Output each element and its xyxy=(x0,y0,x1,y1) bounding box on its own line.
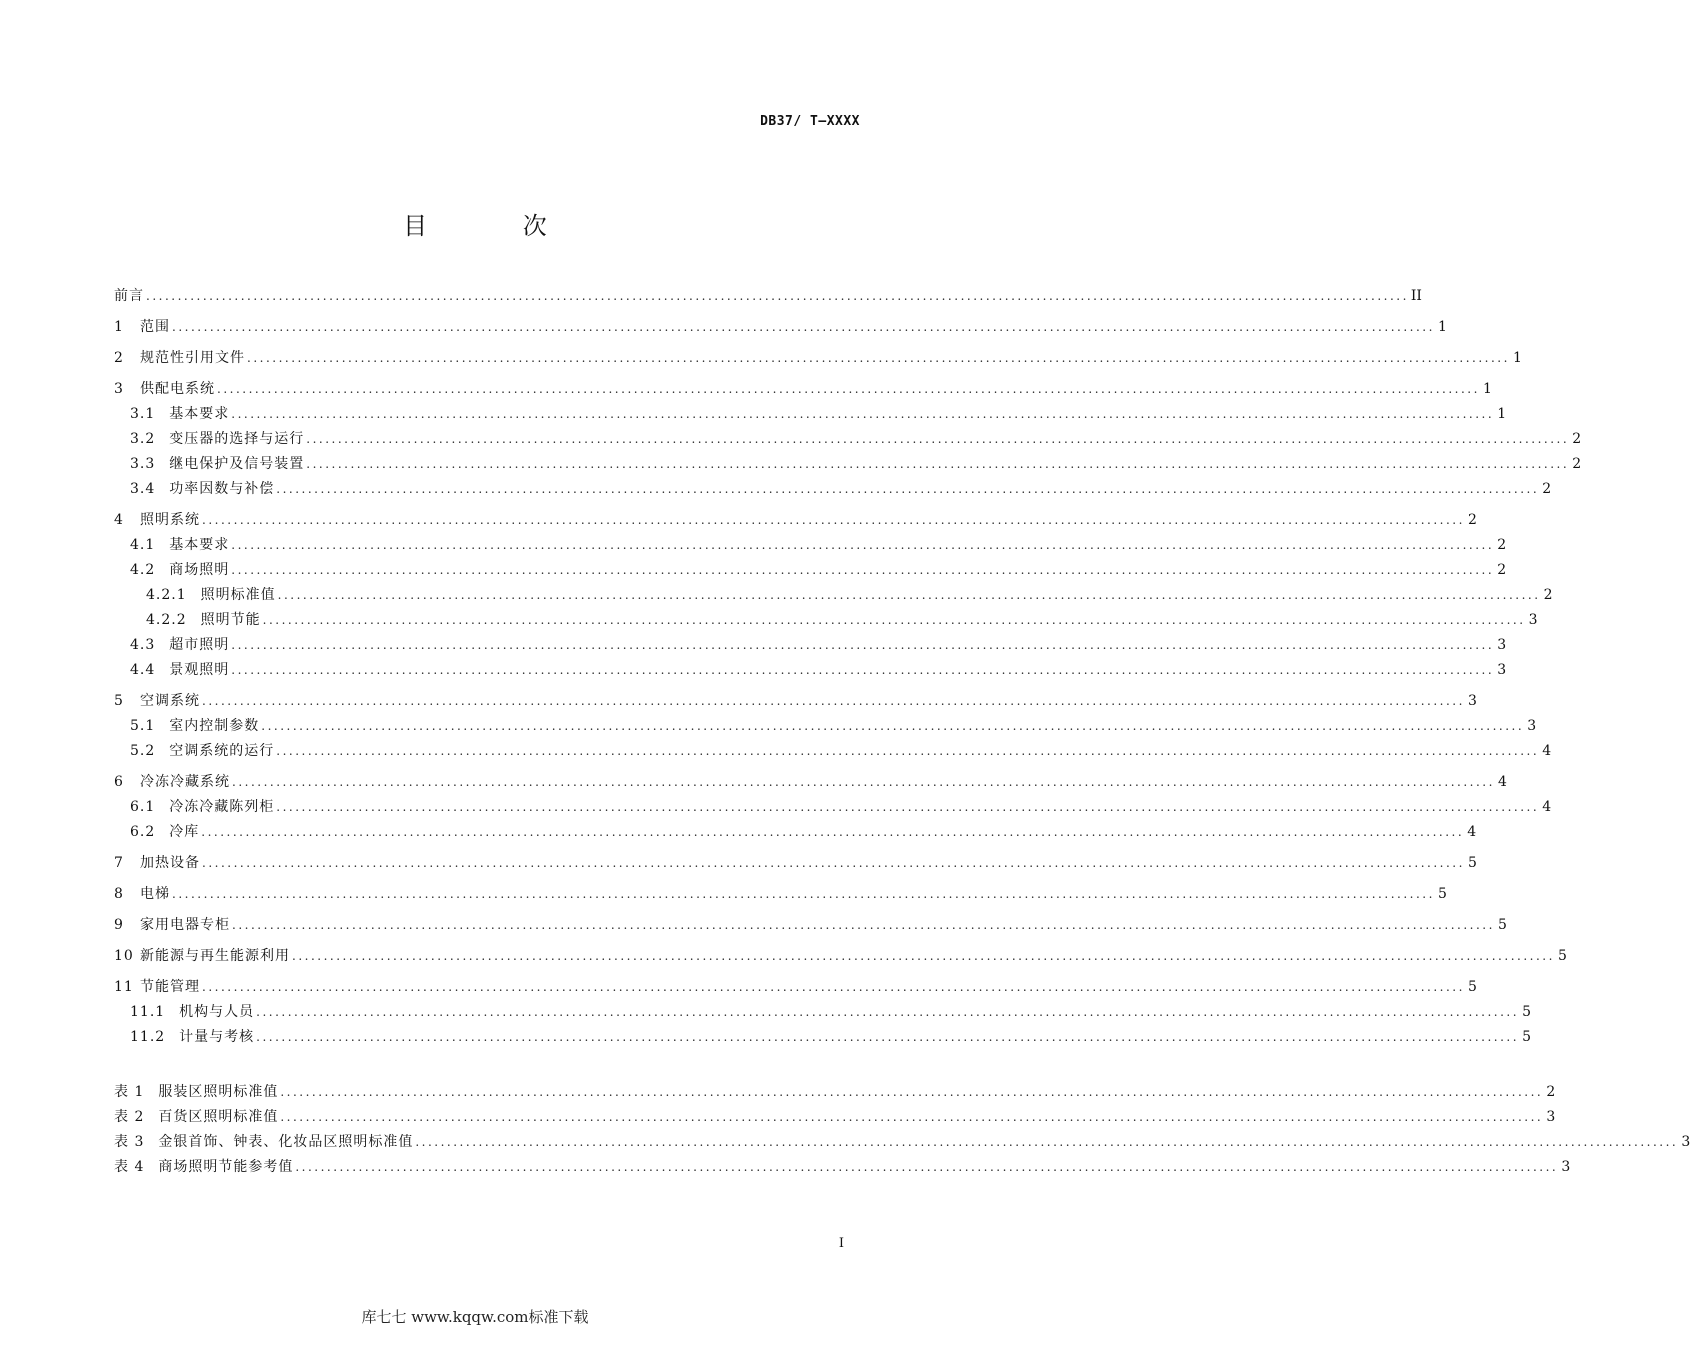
toc-entry-page: 5 xyxy=(1497,917,1507,933)
toc-entry[interactable] xyxy=(114,1000,1532,1025)
table-list-entry[interactable] xyxy=(114,1080,1556,1105)
toc-entry-page: 1 xyxy=(1512,350,1522,366)
toc-entry-label: 商场照明节能参考值 xyxy=(158,1159,294,1175)
toc-entry[interactable] xyxy=(114,913,1507,938)
toc-entry[interactable] xyxy=(114,714,1537,739)
toc-entry-label: 新能源与再生能源利用 xyxy=(140,948,290,964)
table-list-entry[interactable] xyxy=(114,1130,1690,1155)
toc-entry[interactable] xyxy=(114,882,1447,907)
toc-leader-dots: ........................................................................................................................................................................................................ xyxy=(306,457,1570,471)
toc-entry[interactable] xyxy=(114,427,1582,452)
toc-entry[interactable] xyxy=(114,402,1507,427)
toc-entry-page: 3 xyxy=(1546,1109,1556,1125)
toc-entry[interactable] xyxy=(114,851,1477,876)
toc-entry[interactable] xyxy=(114,944,1567,969)
document-code: DB37/ T—XXXX xyxy=(760,114,860,129)
toc-entry-number: 8 xyxy=(114,886,124,902)
toc-entry-number: 11.2 xyxy=(130,1029,166,1045)
toc-entry[interactable] xyxy=(114,583,1553,608)
toc-leader-dots: ........................................................................................................................................................................................................ xyxy=(231,563,1495,577)
toc-entry-label: 供配电系统 xyxy=(140,381,215,397)
toc-entry-label: 照明系统 xyxy=(140,512,200,528)
toc-leader-dots: ........................................................................................................................................................................................................ xyxy=(231,538,1495,552)
toc-entry-page: 2 xyxy=(1497,562,1507,578)
toc-entry-page: 2 xyxy=(1546,1084,1556,1100)
toc-entry-label: 基本要求 xyxy=(169,406,230,422)
toc-entry-page: 4 xyxy=(1542,799,1552,815)
toc-entry-label: 加热设备 xyxy=(140,855,200,871)
toc-entry-page: 3 xyxy=(1467,693,1477,709)
toc-leader-dots: ........................................................................................................................................................................................................ xyxy=(232,918,1495,932)
toc-entry-label: 节能管理 xyxy=(140,979,200,995)
toc-leader-dots: ........................................................................................................................................................................................................ xyxy=(232,775,1495,789)
toc-leader-dots: ........................................................................................................................................................................................................ xyxy=(276,800,1540,814)
toc-leader-dots: ........................................................................................................................................................................................................ xyxy=(247,351,1510,365)
toc-entry-number: 4.3 xyxy=(130,637,156,653)
toc-entry-number: 11 xyxy=(114,979,134,995)
table-list-entry[interactable] xyxy=(114,1105,1556,1130)
toc-entry-label: 计量与考核 xyxy=(179,1029,255,1045)
toc-entry[interactable] xyxy=(114,1025,1532,1050)
toc-entry-label: 范围 xyxy=(140,319,170,335)
toc-entry-page: 2 xyxy=(1572,456,1582,472)
toc-entry-label: 冷冻冷藏陈列柜 xyxy=(169,799,275,815)
page-title: 目 次 xyxy=(403,212,591,240)
toc-leader-dots: ........................................................................................................................................................................................................ xyxy=(202,856,1465,870)
toc-leader-dots: ........................................................................................................................................................................................................ xyxy=(172,887,1435,901)
toc-leader-dots: ........................................................................................................................................................................................................ xyxy=(146,289,1409,303)
toc-entry-number: 9 xyxy=(114,917,124,933)
table-list-entry[interactable] xyxy=(114,1155,1571,1180)
toc-entry-label: 照明标准值 xyxy=(200,587,276,603)
toc-entry-number: 5.1 xyxy=(130,718,156,734)
toc-entry-label: 照明节能 xyxy=(200,612,261,628)
toc-entry-page: 1 xyxy=(1482,381,1492,397)
toc-entry-page: 3 xyxy=(1497,637,1507,653)
toc-leader-dots: ........................................................................................................................................................................................................ xyxy=(280,1110,1544,1124)
toc-entry-number: 1 xyxy=(114,319,124,335)
toc-entry-page: 4 xyxy=(1542,743,1552,759)
toc-entry-label: 室内控制参数 xyxy=(169,718,260,734)
toc-entry-number: 4 xyxy=(114,512,124,528)
toc-entry-page: 5 xyxy=(1522,1004,1532,1020)
toc-entry-label: 空调系统 xyxy=(140,693,200,709)
toc-entry-label: 金银首饰、钟表、化妆品区照明标准值 xyxy=(158,1134,414,1150)
toc-entry-page: 5 xyxy=(1522,1029,1532,1045)
toc-leader-dots: ........................................................................................................................................................................................................ xyxy=(172,320,1435,334)
toc-entry-label: 家用电器专柜 xyxy=(140,917,230,933)
toc-leader-dots: ........................................................................................................................................................................................................ xyxy=(276,744,1540,758)
toc-entry-number: 表 4 xyxy=(114,1159,145,1175)
toc-entry-number: 表 1 xyxy=(114,1084,145,1100)
toc-entry[interactable] xyxy=(114,633,1507,658)
table-of-contents xyxy=(114,284,1690,1180)
toc-leader-dots: ........................................................................................................................................................................................................ xyxy=(277,588,1541,602)
page-number: I xyxy=(838,1236,844,1251)
toc-entry-number: 6 xyxy=(114,774,124,790)
toc-leader-dots: ........................................................................................................................................................................................................ xyxy=(261,719,1525,733)
toc-leader-dots: ........................................................................................................................................................................................................ xyxy=(201,825,1465,839)
toc-entry[interactable] xyxy=(114,658,1507,683)
toc-entry-number: 6.1 xyxy=(130,799,156,815)
toc-entry-label: 超市照明 xyxy=(169,637,230,653)
toc-entry-number: 4.2.1 xyxy=(146,587,187,603)
toc-leader-dots: ........................................................................................................................................................................................................ xyxy=(256,1005,1520,1019)
toc-entry[interactable] xyxy=(114,452,1582,477)
toc-entry[interactable] xyxy=(114,315,1447,340)
toc-entry-page: 5 xyxy=(1467,855,1477,871)
toc-entry[interactable] xyxy=(114,508,1477,533)
toc-leader-dots: ........................................................................................................................................................................................................ xyxy=(217,382,1480,396)
toc-entry-label: 商场照明 xyxy=(169,562,230,578)
toc-entry-label: 电梯 xyxy=(140,886,170,902)
toc-entry-label: 前言 xyxy=(114,288,144,304)
toc-entry[interactable] xyxy=(114,377,1492,402)
toc-entry-label: 百货区照明标准值 xyxy=(158,1109,279,1125)
toc-entry-page: 4 xyxy=(1467,824,1477,840)
watermark-text: 库七七 www.kqqw.com标准下载 xyxy=(361,1308,589,1326)
toc-entry-label: 规范性引用文件 xyxy=(140,350,245,366)
toc-entry-label: 功率因数与补偿 xyxy=(169,481,275,497)
toc-entry-page: 2 xyxy=(1467,512,1477,528)
toc-entry-number: 表 2 xyxy=(114,1109,145,1125)
toc-leader-dots: ........................................................................................................................................................................................................ xyxy=(276,482,1540,496)
toc-entry[interactable] xyxy=(114,558,1507,583)
toc-leader-dots: ........................................................................................................................................................................................................ xyxy=(415,1135,1679,1149)
toc-entry[interactable] xyxy=(114,608,1538,633)
toc-entry-page: 1 xyxy=(1437,319,1447,335)
toc-leader-dots: ........................................................................................................................................................................................................ xyxy=(231,407,1495,421)
toc-entry-number: 表 3 xyxy=(114,1134,145,1150)
toc-entry-page: 2 xyxy=(1572,431,1582,447)
toc-entry-number: 3 xyxy=(114,381,124,397)
toc-entry-page: 2 xyxy=(1542,481,1552,497)
toc-entry-number: 11.1 xyxy=(130,1004,166,1020)
toc-entry-label: 空调系统的运行 xyxy=(169,743,275,759)
toc-entry-label: 变压器的选择与运行 xyxy=(169,431,305,447)
toc-entry[interactable] xyxy=(114,739,1552,764)
toc-entry-number: 3.4 xyxy=(130,481,156,497)
toc-entry[interactable] xyxy=(114,975,1477,1000)
toc-entry-number: 5.2 xyxy=(130,743,156,759)
toc-entry-page: 5 xyxy=(1467,979,1477,995)
toc-entry-number: 5 xyxy=(114,693,124,709)
toc-entry-number: 10 xyxy=(114,948,134,964)
toc-entry-page: 3 xyxy=(1561,1159,1571,1175)
toc-entry-number: 4.1 xyxy=(130,537,156,553)
toc-leader-dots: ........................................................................................................................................................................................................ xyxy=(202,694,1465,708)
toc-entry-page: 5 xyxy=(1557,948,1567,964)
toc-entry[interactable] xyxy=(114,770,1507,795)
toc-leader-dots: ........................................................................................................................................................................................................ xyxy=(292,949,1555,963)
toc-entry-label: 机构与人员 xyxy=(179,1004,255,1020)
toc-entry-page: 4 xyxy=(1497,774,1507,790)
toc-entry-page: II xyxy=(1410,288,1422,304)
toc-entry-label: 冷冻冷藏系统 xyxy=(140,774,230,790)
toc-entry-page: 3 xyxy=(1528,612,1538,628)
toc-leader-dots: ........................................................................................................................................................................................................ xyxy=(256,1030,1520,1044)
toc-entry-number: 6.2 xyxy=(130,824,156,840)
toc-entry[interactable] xyxy=(114,689,1477,714)
toc-entry[interactable] xyxy=(114,820,1477,845)
toc-entry-page: 3 xyxy=(1681,1134,1690,1150)
toc-entry-page: 1 xyxy=(1497,406,1507,422)
toc-leader-dots: ........................................................................................................................................................................................................ xyxy=(262,613,1526,627)
toc-entry-page: 2 xyxy=(1497,537,1507,553)
toc-entry-number: 4.2.2 xyxy=(146,612,187,628)
toc-leader-dots: ........................................................................................................................................................................................................ xyxy=(202,513,1465,527)
toc-entry-page: 5 xyxy=(1437,886,1447,902)
toc-entry-page: 3 xyxy=(1497,662,1507,678)
toc-entry-number: 3.2 xyxy=(130,431,156,447)
toc-entry[interactable] xyxy=(114,284,1422,309)
toc-entry-number: 3.3 xyxy=(130,456,156,472)
toc-entry-page: 2 xyxy=(1543,587,1553,603)
toc-entry-label: 基本要求 xyxy=(169,537,230,553)
toc-entry-label: 冷库 xyxy=(169,824,200,840)
toc-leader-dots: ........................................................................................................................................................................................................ xyxy=(306,432,1570,446)
toc-entry-number: 7 xyxy=(114,855,124,871)
toc-leader-dots: ........................................................................................................................................................................................................ xyxy=(202,980,1465,994)
toc-entry-page: 3 xyxy=(1527,718,1537,734)
toc-leader-dots: ........................................................................................................................................................................................................ xyxy=(231,638,1495,652)
toc-leader-dots: ........................................................................................................................................................................................................ xyxy=(231,663,1495,677)
toc-entry[interactable] xyxy=(114,346,1522,371)
toc-entry[interactable] xyxy=(114,533,1507,558)
toc-entry-label: 景观照明 xyxy=(169,662,230,678)
toc-entry-label: 继电保护及信号装置 xyxy=(169,456,305,472)
toc-entry[interactable] xyxy=(114,477,1552,502)
toc-entry-label: 服装区照明标准值 xyxy=(158,1084,279,1100)
toc-entry-number: 3.1 xyxy=(130,406,156,422)
toc-entry-number: 4.4 xyxy=(130,662,156,678)
toc-leader-dots: ........................................................................................................................................................................................................ xyxy=(280,1085,1544,1099)
toc-entry[interactable] xyxy=(114,795,1552,820)
toc-entry-number: 2 xyxy=(114,350,124,366)
toc-leader-dots: ........................................................................................................................................................................................................ xyxy=(295,1160,1559,1174)
toc-entry-number: 4.2 xyxy=(130,562,156,578)
